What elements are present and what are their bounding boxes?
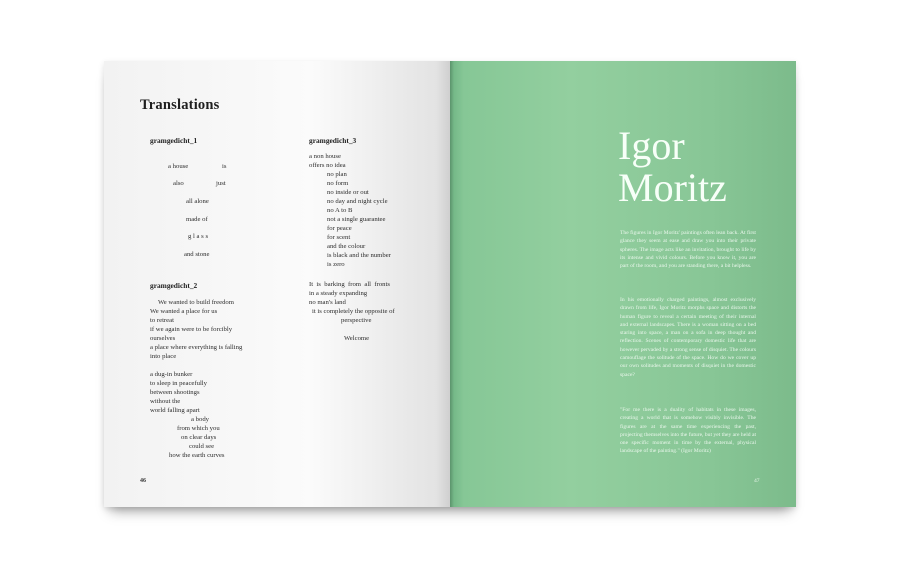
poem-line: no day and night cycle xyxy=(327,198,388,205)
poem-line: made of xyxy=(186,216,208,223)
poem-line: and the colour xyxy=(327,243,366,250)
poem-line: is black and the number xyxy=(327,252,391,259)
poem-line: a place where everything is falling xyxy=(150,344,243,351)
bio-paragraph: The figures in Igor Moritz' paintings often lean back. At first glance they seem at ease and draw you into their private spheres. The image acts like an invitation, brought to life by its intense and vivid colours. Before you know it, you are part of the room, and you are standing there, a bit helpless. xyxy=(620,230,756,270)
artist-name xyxy=(618,125,788,209)
poem-line: just xyxy=(216,180,226,187)
poem-line: into place xyxy=(150,353,177,360)
poem-line: without the xyxy=(150,398,181,405)
left-page xyxy=(104,61,450,507)
poem-line: We wanted a place for us xyxy=(150,308,218,315)
poem-line: it is completely the opposite of xyxy=(312,308,395,315)
poem-line: a non house xyxy=(309,153,341,160)
poem-line: a dug-in bunker xyxy=(150,371,193,378)
poem-line: in a steady expanding xyxy=(309,290,368,297)
poem-line: We wanted to build freedom xyxy=(158,299,234,306)
poem-line: to retreat xyxy=(150,317,174,324)
poem-line: to sleep in peacefully xyxy=(150,380,208,387)
poem-line: world falling apart xyxy=(150,407,200,414)
artist-first-name: Igor xyxy=(618,123,685,168)
poem-line: and stone xyxy=(184,251,210,258)
poem-line: is xyxy=(222,163,227,170)
page-number-right: 47 xyxy=(754,478,760,484)
poem-line: all alone xyxy=(186,198,209,205)
poem-line: how the earth curves xyxy=(169,452,225,459)
poem-line: for peace xyxy=(327,225,352,232)
spine-shadow xyxy=(450,61,454,507)
artist-last-name: Moritz xyxy=(618,165,727,210)
bio-paragraph: "For me there is a duality of habitats in these images, creating a world that is somehow visibly invisible. The figures are at the same time experiencing the past, projecting themselves into the future, but yet they are held at one specific moment in time by the external, physical landscape of the painting." (Igor Moritz) xyxy=(620,407,756,455)
poem-line: It is barking from all fronts xyxy=(309,281,390,288)
poem-line: a house xyxy=(168,163,189,170)
right-page xyxy=(450,61,796,507)
poem-line: could see xyxy=(189,443,215,450)
poem-line: not a single guarantee xyxy=(327,216,386,223)
magazine-spread xyxy=(104,61,796,507)
poem-line: ourselves xyxy=(150,335,176,342)
poem-line: for scent xyxy=(327,234,351,241)
poem-line: offers no idea xyxy=(309,162,346,169)
poem-line: no form xyxy=(327,180,349,187)
poem-line: no man's land xyxy=(309,299,346,306)
poem-title-3: gramgedicht_3 xyxy=(309,136,357,145)
page-number-left: 46 xyxy=(140,478,146,484)
poem-line: on clear days xyxy=(181,434,217,441)
page-title: Translations xyxy=(140,97,220,113)
poem-line: a body xyxy=(191,416,210,423)
poem-line: from which you xyxy=(177,425,220,432)
poem-line: also xyxy=(173,180,184,187)
poem-line: no inside or out xyxy=(327,189,369,196)
bio-paragraph: In his emotionally charged paintings, almost exclusively drawn from life, Igor Moritz morphs space and distorts the human figure to reveal a certain meeting of their internal and external landscapes. There is a woman sitting on a bed staring into space, a man on a sofa in deep thought and reflection. Scenes of contemporary domestic life that are however pervaded by a strong sense of disquiet. The colours camouflage the solitude of the space. How do we cover up our own solitudes and moments of disquiet in the domestic space? xyxy=(620,297,756,378)
poem-line: no plan xyxy=(327,171,347,178)
poem-title-1: gramgedicht_1 xyxy=(150,136,198,145)
poem-title-2: gramgedicht_2 xyxy=(150,281,198,290)
poem-line: g l a s s xyxy=(188,233,209,240)
poem-line: no A to B xyxy=(327,207,353,214)
poem-line: between shootings xyxy=(150,389,200,396)
poem-line: is zero xyxy=(327,261,345,268)
poem-line: if we again were to be forcibly xyxy=(150,326,233,333)
poem-line: perspective xyxy=(341,317,372,324)
poem-line: Welcome xyxy=(344,335,370,342)
